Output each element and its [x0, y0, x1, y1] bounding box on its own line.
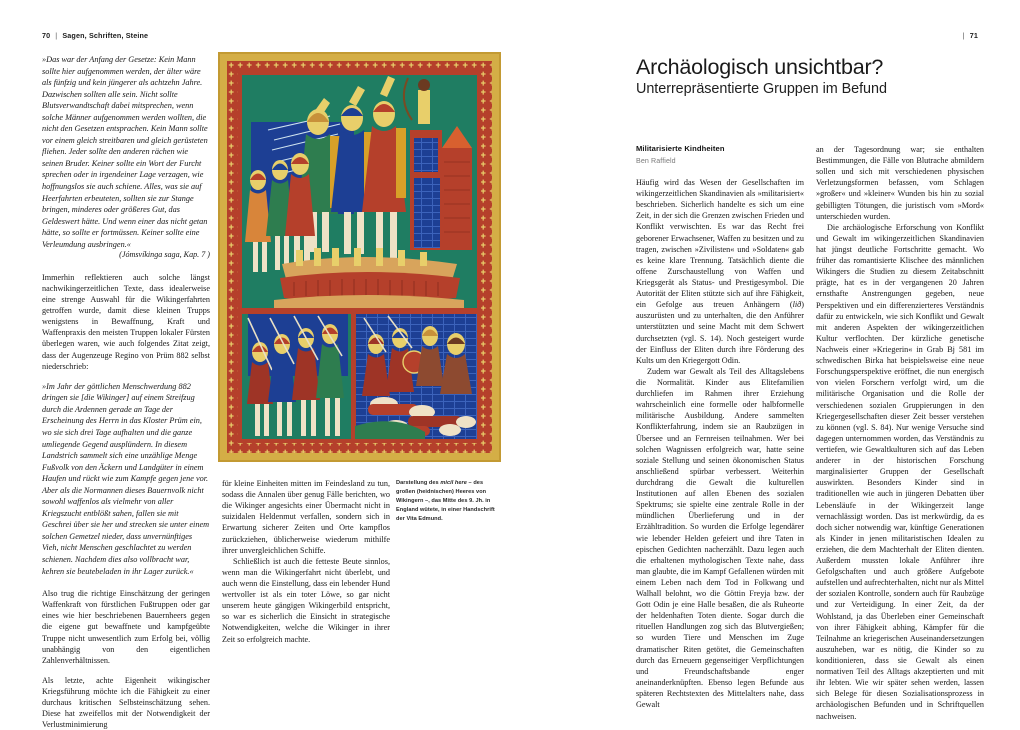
caption-text-part2: – des großen (heidnischen) Heeres von Wikingern –, das Mitte des 9. Jh. in England wütete, in einer Handschrift der Vita Edmund.	[396, 480, 495, 523]
para-part-a: Häufig wird das Wesen der Gesellschaften im wikingerzeitlichen Skandinavien als »militarisiert« beschrieben. Sicherlich handelte es sich um eine Zeit, in der sich die Grenzen zwischen Frieden und Konflikt verwischten. Es war das Recht frei geborener Erwachsener, Waffen zu besitzen und zu tragen, zwischen »Zivilisten« und »Soldaten« gab es keine klare Trennung. Tatsächlich diente die offene Zurschaustellung von Waffen und Kriegsgerät als Status- und Prestigesymbol. Die Autorität der Eliten stützte sich auf ihre Fähigkeit, ein Gefolge aus treuen Anhängern (	[636, 178, 804, 310]
chapter-title: Archäologisch unsichtbar?	[636, 55, 884, 79]
left-column-1	[42, 54, 210, 730]
spacer	[42, 577, 210, 588]
section-title: Militarisierte Kindheiten	[636, 144, 725, 153]
running-head-left	[42, 31, 148, 40]
term-lid: lið	[792, 300, 802, 310]
caption-text-italic: micil here	[440, 480, 467, 486]
running-head-separator-right: |	[962, 31, 965, 40]
page-number-right: 71	[969, 31, 978, 40]
para-part-b: ) auszurüsten und zu unterhalten, die den Anführer unterstützten und seine Macht mit dem Schwert durchsetzten (vgl. S. 14). Noch gesteigert wurde der Einfluss der Eliten durch ihre Förderung des Kults um den Kriegergott Odin.	[636, 300, 804, 365]
block-quote-regino: »Im Jahr der göttlichen Menschwerdung 882 dringen sie [die Wikinger] auf einem Streifzug durch die Ardennen gerade an Tage der Erscheinung des Herrn in das Kloster Prüm ein, wo sie sich drei Tage aufhalten und die ganze umliegende Gegend ausplündern. In diesem Landstrich sammelt sich eine unzählige Menge Fußvolk von den Äckern und Landgüter in einem Haufen und rückt wie zum Kampfe gegen jene vor. Aber als die Normannen dieses Bauernvolk nicht sowohl waffenlos als vielmehr von aller Kriegszucht entblößt sahen, fallen sie mit Geschrei über sie her und strecken sie unter einem solchen Gemetzel nieder, dass unvernünftiges Vieh, nicht Menschen geschlachtet zu werden schienen. Nachdem dies also vollbracht war, kehren sie beutebeladen in ihr Lager zurück.«	[42, 381, 210, 576]
paragraph-an-der-tagesordnung: an der Tagesordnung war; sie enthalten Bestimmungen, die Fälle von Blutrache abmildern sollen und sich mit verschiedenen physischen Verletzungsformen befassen, vom Schlagen »großer« und »kleiner« Wunden bis hin zu sozial gebilligten Tötungen, die juristisch vom »Mord« unterschieden wurden.	[816, 145, 984, 221]
right-column-2	[816, 144, 984, 722]
paragraph-haeufig-wird	[636, 177, 804, 366]
manuscript-illumination	[218, 52, 501, 462]
chapter-subtitle: Unterrepräsentierte Gruppen im Befund	[636, 81, 887, 97]
right-column-1	[636, 177, 804, 710]
page-number-left: 70	[42, 31, 51, 40]
paragraph-zudem-war-gewalt: Zudem war Gewalt als Teil des Alltagslebens die Normalität. Kinder aus Elitefamilien durchliefen im Rahmen ihrer Erziehung wahrscheinlich eine formelle oder halbformelle militärische Ausbildung. Andere sammelten Konflikterfahrung, indem sie an Raubzügen in Übersee und an Fernreisen teilnahmen. Wer bei solchen Wagnissen erfolgreich war, hatte seine soziale Stellung und seinen ökonomischen Status anschließend spürbar verbessert. Weiterhin durchdrang die Gewalt die kulturellen Institutionen auf allen Ebenen des sozialen Spektrums; sie spielte eine zentrale Rolle in der mündlichen Überlieferung und in der Erzähltradition. So wurden die Erfolge legendärer wie lebender Helden gefeiert und ihre Taten in epischen Gedichten nacherzählt. Dazu legen auch die erhaltenen mythologischen Texte nahe, dass man glaubte, die im Kampf Gefallenen würden mit einem Leben nach dem Tod in Folkwang und Walhall belohnt, wo die Göttin Freyja bzw. der Gott Odin je eine Halle besaßen, die als Ruheorte der heldenhaften Toten diente. Sogar durch die rituellen Handlungen zog sich das Blutvergießen; so wurden Tiere und Menschen im Zuge dramatischer Riten getötet, die Gemeinschaften durch das Erneuern gegenseitiger Verpflichtungen und Freundschaftsbande enger aneinanderknüpften. Ebenso legen Befunde aus späteren Rechtstexten des Mittelalters nahe, dass Gewalt	[636, 366, 804, 710]
paragraph-fuer-kleine-einheiten: für kleine Einheiten mitten im Feindesland zu tun, sodass die Annalen über genug Fälle berichten, wo die Wikinger angesichts einer Übermacht nicht in suizidalen Heldenmut verfallen, sondern sich in Erwartung sicherer Zeiten und Orte kampflos zurückziehen, üblicherweise wiederum mithilfe ihrer unvergleichlichen Schiffe.	[222, 479, 390, 555]
caption-text-part1: Darstellung des	[396, 480, 441, 486]
paragraph-also-trug: Also trug die richtige Einschätzung der geringen Waffenkraft von fürstlichen Fußtruppen oder gar eines wie hier beschriebenen Bauernheers gegen die eigene gut bewaffnete und kampfgeübte Truppe nicht unwesentlich zum Erfolg bei, völlig unabhängig von den eigentlichen Zahlenverhältnissen.	[42, 589, 210, 665]
running-head-title: Sagen, Schriften, Steine	[62, 31, 149, 40]
left-column-2	[222, 478, 390, 645]
illustration-caption	[396, 479, 500, 524]
spacer	[42, 261, 210, 272]
paragraph-als-letzte: Als letzte, achte Eigenheit wikingischer Kriegsführung möchte ich die Fähigkeit zu einer durchaus kritischen Selbsteinschätzung sehen. Diese hat zweifellos mit der Notwendigkeit der Verlustminimierung	[42, 675, 210, 730]
section-author: Ben Raffield	[636, 157, 676, 165]
block-quote-jomsvikinga-source: (Jómsvíkinga saga, Kap. 7 )	[119, 250, 210, 260]
running-head-right	[958, 31, 978, 40]
paragraph-schliesslich: Schließlich ist auch die fetteste Beute sinnlos, wenn man die Wikingerfahrt nicht überlebt, und auch wenn die Einstellung, dass ein lebender Hund wertvoller ist als ein toter Löwe, so gar nicht unserem heute gängigen Wikingerbild entspricht, so war es sicherlich die Einsicht in strategische Notwendigkeiten, welche die Wikinger in ihrer Zeit so erfolgreich machte.	[222, 556, 390, 644]
illumination-artwork	[218, 52, 501, 462]
running-head-separator: |	[55, 31, 58, 40]
spacer	[42, 666, 210, 675]
paragraph-die-archaeologische: Die archäologische Erforschung von Konflikt und Gewalt im wikingerzeitlichen Skandinavien hat jüngst deutliche Fortschritte gemacht. Wo früher das romantisierte Klischee des männlichen Wikingers die Studien zu diesem Zeitabschnitt prägte, hat es in der vergangenen 20 Jahren ernsthafte Anstrengungen gegeben, neue Perspektiven und ein differenzierteres Verständnis dafür zu entwickeln, wie sich Konflikt und Gewalt mit anderen Aspekten der wikingerzeitlichen Kultur verflochten. Der kürzliche genetische Nachweis einer »Kriegerin« in Grab Bj 581 im schwedischen Birka hat beispielsweise eine neue Forschungsperspektive eröffnet, die nun energisch von vielen Forschern verfolgt wird, um die militärische Organisation und die Rolle der verschiedenen sozialen Gruppierungen in den Kriegergesellschaften dieser Zeit besser verstehen zu können (vgl. S. 84). Nur wenige Versuche sind dagegen unternommen worden, das Verständnis zu vertiefen, wie Gewaltkulturen sich auf das Leben anderer in der historischen Forschung marginalisierter Gruppen der Gesellschaft auswirkten. Besonders Kinder sind in traditionellen wie auch in jüngeren Debatten über Lebensläufe in der Wikingerzeit lange vernachlässigt worden. Das ist merkwürdig, da es doch sicher notwendig war, künftige Generationen als Kinder in jenen militaristischen Idealen zu erziehen, die dem Machterhalt der Eliten dienten. Außerdem mussten lokale Anführer ihre Gefolgschaften und auch größere Aufgebote aufstellen und aufrechterhalten, nicht nur als Mittel der sozialen Kontrolle, sondern auch für Raubzüge und zur Verteidigung. In einer Zeit, da der Wohlstand, ja das Überleben einer Gemeinschaft von ihrer Fähigkeit abhing, Kämpfer für die Teilnahme an kriegerischen Auseinandersetzungen auszuheben, war es nötig, die Kinder so zu konditionieren, dass sie Gewalt als einen normativen Teil des Alltags akzeptierten und mit ihr lebten. Wie wir später sehen werden, lassen sich Belege für diesen Sozialisationsprozess in archäologischen Befunden und in Schriftquellen nachweisen.	[816, 222, 985, 721]
spacer	[42, 372, 210, 381]
block-quote-jomsvikinga: »Das war der Anfang der Gesetze: Kein Mann sollte hier aufgenommen werden, der älter wäre als fünfzig und kein jüngerer als achtzehn Jahre. Dazwischen sollten alle sein. Nicht sollte Blutsverwandtschaft dabei mitsprechen, wenn solche Männer aufgenommen werden wollten, die nicht den Gesetzen entsprachen. Kein Mann sollte vor einem gleich streitbaren und gleich gerüsteten fliehen. Jeder sollte den anderen rächen wie seinen Bruder. Keiner sollte ein Wort der Furcht sprechen oder in irgendeiner Lage verzagen, wie hoffnungslos sie auch schiene. Alles, was sie auf Heerfahrten erbeuteten, sollten sie zur Stange bringen, minderes oder größeres Gut, das Geldeswert hätte. Und wenn einer das nicht getan hätte, so sollte er fortmüssen. Keiner sollte eine Verleumdung ausbringen.«	[42, 55, 208, 249]
paragraph-immerhin: Immerhin reflektieren auch solche längst nachwikingerzeitlichen Texte, dass idealerweise eine strenge Auswahl für die Wikingerfahrten getroffen wurde, damit diese kleinen Trupps wenigstens in Bewaffnung, Kraft und Waffenpraxis den meisten Truppen lokaler Fürsten überlegen waren, wie auch folgendes Zitat zeigt, dass der Augenzeuge Regino von Prüm 882 selbst niederschrieb:	[42, 272, 210, 371]
